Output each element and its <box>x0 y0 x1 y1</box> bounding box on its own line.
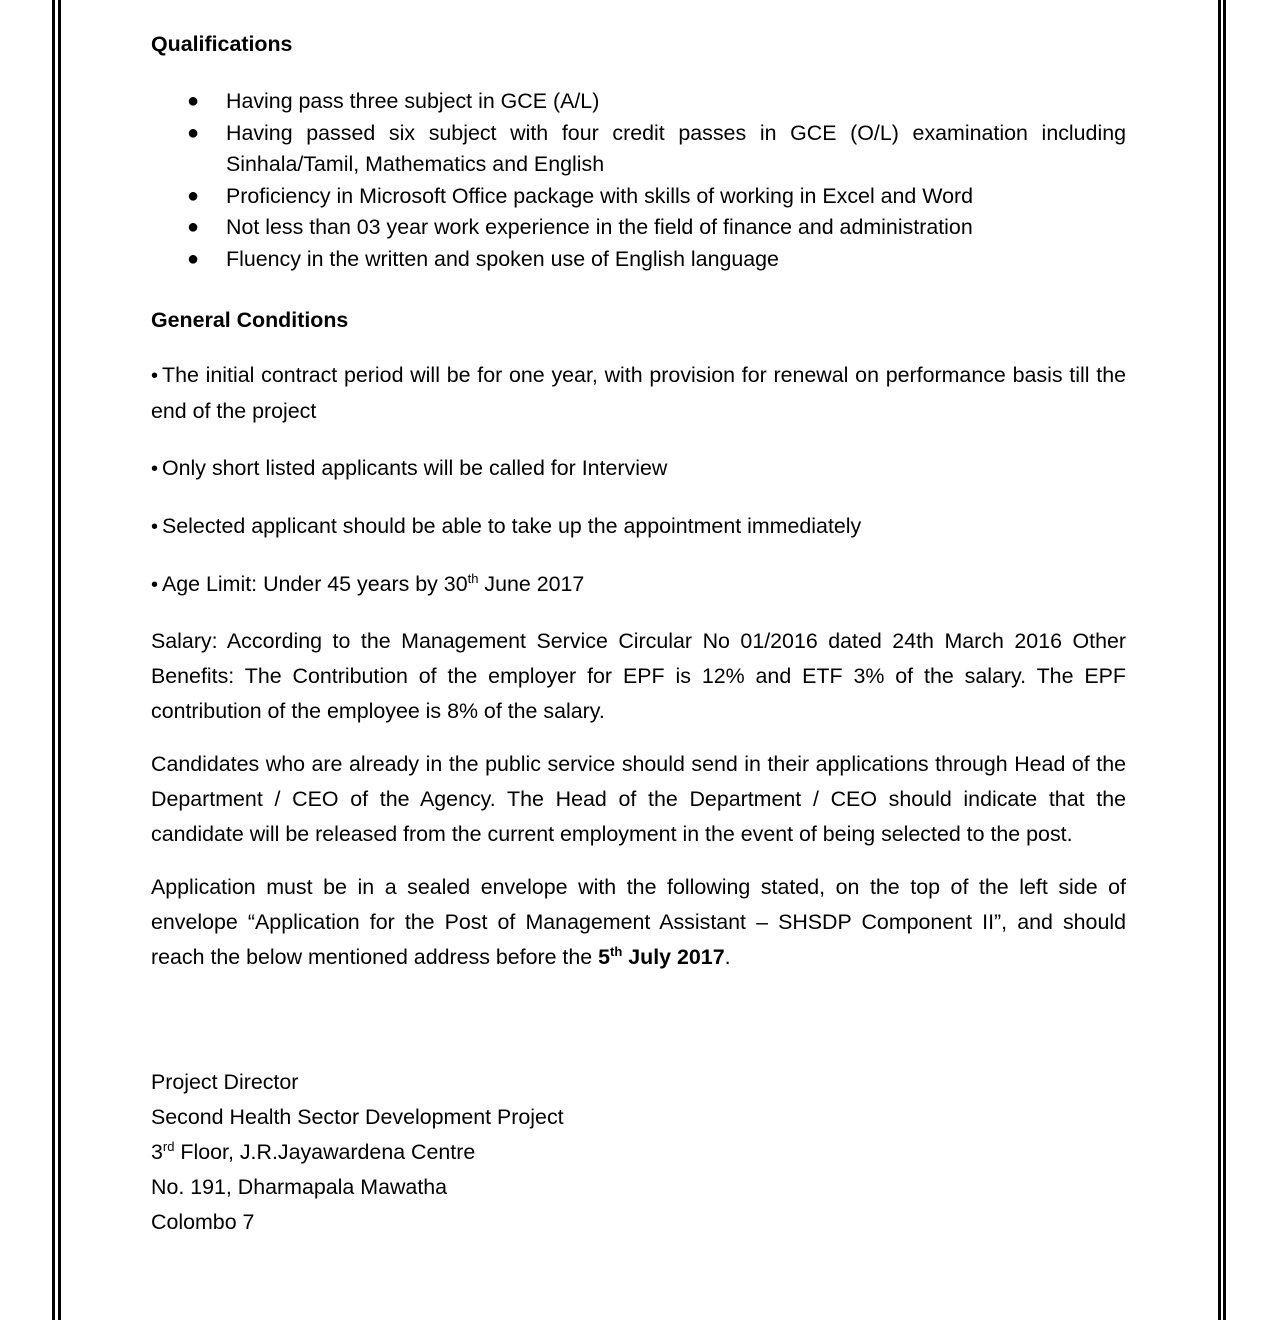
page-border-left-inner <box>58 0 61 1320</box>
address-line: Colombo 7 <box>151 1210 255 1234</box>
condition-item: • Only short listed applicants will be called for Interview <box>151 456 668 480</box>
qualification-item: ● Not less than 03 year work experience in the field of finance and administration <box>151 212 1126 244</box>
qualifications-list <box>151 86 1126 275</box>
address-line: Project Director <box>151 1070 299 1094</box>
bullet-icon: ● <box>187 90 200 112</box>
address-line: Second Health Sector Development Project <box>151 1105 564 1129</box>
qualification-item: ● Having passed six subject with four credit passes in GCE (O/L) examination including Sinhala/Tamil, Mathematics and English <box>151 118 1126 181</box>
qualification-item: ● Proficiency in Microsoft Office package with skills of working in Excel and Word <box>151 181 1126 213</box>
bullet-icon: ● <box>187 121 200 144</box>
bullet-icon: ● <box>187 216 200 238</box>
qualifications-heading: Qualifications <box>151 32 293 56</box>
document-body <box>151 28 1126 1240</box>
salary-paragraph: Salary: According to the Management Service Circular No 01/2016 dated 24th March 2016 Other Benefits: The Contribution of the employer for EPF is 12% and ETF 3% of the salary. The EPF contribution of the employee is 8% of the salary. <box>151 629 1126 723</box>
bullet-icon: • <box>151 458 159 480</box>
bullet-icon: • <box>151 365 159 387</box>
page-border-right-outer <box>1223 0 1226 1320</box>
condition-item: • The initial contract period will be for one year, with provision for renewal on performance basis till the end of the project <box>151 363 1126 423</box>
application-paragraph: Application must be in a sealed envelope with the following stated, on the top of the left side of envelope “Application for the Post of Management Assistant – SHSDP Component II”, and should reach the below mentioned address before the 5th July 2017. <box>151 875 1126 969</box>
qualification-item: ● Fluency in the written and spoken use of English language <box>151 244 1126 276</box>
candidates-paragraph: Candidates who are already in the public service should send in their applications through Head of the Department / CEO of the Agency. The Head of the Department / CEO should indicate that the candidate will be released from the current employment in the event of being selected to the post. <box>151 752 1126 846</box>
deadline-date: 5th July 2017 <box>598 943 725 969</box>
page-border-right-inner <box>1218 0 1221 1320</box>
condition-age-limit: • Age Limit: Under 45 years by 30th June 2017 <box>151 570 585 596</box>
qualification-item: ● Having pass three subject in GCE (A/L) <box>151 86 1126 118</box>
bullet-icon: ● <box>187 247 200 270</box>
bullet-icon: ● <box>187 184 200 207</box>
page-border-left-outer <box>52 0 55 1320</box>
bullet-icon: • <box>151 574 159 596</box>
mailing-address <box>151 1065 1126 1240</box>
bullet-icon: • <box>151 516 159 538</box>
address-line: 3rd Floor, J.R.Jayawardena Centre <box>151 1138 476 1164</box>
general-conditions-heading: General Conditions <box>151 308 349 332</box>
condition-item: • Selected applicant should be able to take up the appointment immediately <box>151 514 862 538</box>
address-line: No. 191, Dharmapala Mawatha <box>151 1175 448 1199</box>
